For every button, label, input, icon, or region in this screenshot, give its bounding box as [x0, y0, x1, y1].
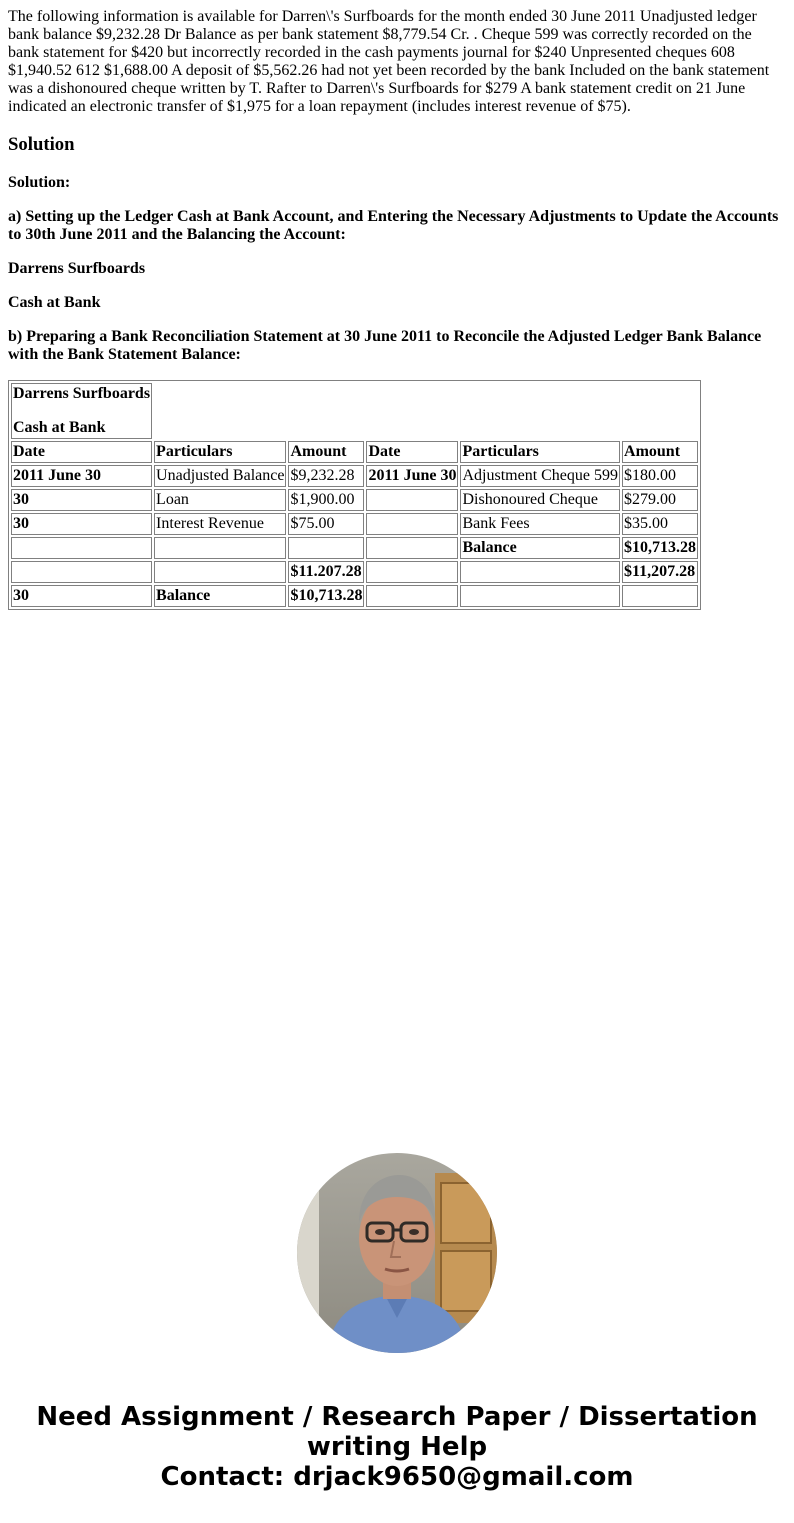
- cell-amount: $10,713.28: [288, 585, 364, 607]
- table-row: [11, 537, 698, 559]
- cell-amount: $11.207.28: [288, 561, 364, 583]
- header-particulars-credit: Particulars: [460, 441, 620, 463]
- header-date-debit: Date: [11, 441, 152, 463]
- cell-amount: $10,713.28: [622, 537, 698, 559]
- part-a-heading: a) Setting up the Ledger Cash at Bank Account, and Entering the Necessary Adjustments to Update the Accounts to 30th June 2011 and the Balancing the Account:: [8, 208, 779, 243]
- cell-amount: [622, 585, 698, 607]
- promo-line-2: writing Help: [306, 1432, 488, 1462]
- cell-amount: $11,207.28: [622, 561, 698, 583]
- cell-amount: $180.00: [622, 465, 698, 487]
- table-header-row: [11, 441, 698, 463]
- table-title-cell: [11, 383, 152, 439]
- solution-label: Solution:: [8, 174, 71, 191]
- cell-particulars: Dishonoured Cheque: [460, 489, 620, 511]
- table-row: [11, 465, 698, 487]
- cell-particulars: Loan: [154, 489, 286, 511]
- table-row: [11, 489, 698, 511]
- question-text: The following information is available for Darren\'s Surfboards for the month ended 30 June 2011 Unadjusted ledger bank balance $9,232.28 Dr Balance as per bank statement $8,779.54 Cr. . Cheque 599 was correctly recorded on the bank statement for $420 but incorrectly recorded in the cash payments journal for $240 Unpresented cheques 608 $1,940.52 612 $1,688.00 A deposit of $5,562.26 had not yet been recorded by the bank Included on the bank statement was a dishonoured cheque written by T. Rafter to Darren\'s Surfboards for $279 A bank statement credit on 21 June indicated an electronic transfer of $1,975 for a loan repayment (includes interest revenue of $75).: [8, 8, 770, 115]
- table-title-account: Cash at Bank: [13, 419, 106, 436]
- table-title-row: [11, 383, 698, 439]
- table-row: [11, 513, 698, 535]
- cell-particulars: Bank Fees: [460, 513, 620, 535]
- header-amount-credit: Amount: [622, 441, 698, 463]
- table-row: [11, 561, 698, 583]
- account-name: Cash at Bank: [8, 294, 101, 311]
- header-date-credit: Date: [366, 441, 458, 463]
- cell-date: [11, 561, 152, 583]
- document-body: [0, 0, 794, 610]
- cell-particulars: Interest Revenue: [154, 513, 286, 535]
- cell-particulars: [460, 561, 620, 583]
- promo-line-1: Need Assignment / Research Paper / Dissertation: [36, 1402, 758, 1432]
- cell-date: 30: [11, 489, 152, 511]
- cell-amount: [288, 537, 364, 559]
- header-amount-debit: Amount: [288, 441, 364, 463]
- cell-particulars: Unadjusted Balance: [154, 465, 286, 487]
- portrait-image: [297, 1153, 497, 1353]
- company-name: Darrens Surfboards: [8, 260, 146, 277]
- cell-date: 30: [11, 513, 152, 535]
- table-row: [11, 585, 698, 607]
- cash-at-bank-ledger-table: [8, 380, 701, 610]
- cell-particulars: [154, 537, 286, 559]
- cell-amount: $75.00: [288, 513, 364, 535]
- avatar: [297, 1153, 497, 1353]
- cell-date: 2011 June 30: [366, 465, 458, 487]
- cell-date: [366, 537, 458, 559]
- cell-date: [11, 537, 152, 559]
- cell-particulars: Balance: [154, 585, 286, 607]
- cell-date: [366, 489, 458, 511]
- cell-date: 2011 June 30: [11, 465, 152, 487]
- cell-amount: $279.00: [622, 489, 698, 511]
- cell-particulars: Balance: [460, 537, 620, 559]
- cell-particulars: Adjustment Cheque 599: [460, 465, 620, 487]
- promo-contact: Contact: drjack9650@gmail.com: [160, 1462, 634, 1492]
- cell-amount: $35.00: [622, 513, 698, 535]
- table-title-company: Darrens Surfboards: [13, 385, 151, 402]
- solution-heading: Solution: [8, 134, 75, 155]
- cell-amount: $1,900.00: [288, 489, 364, 511]
- part-b-heading: b) Preparing a Bank Reconciliation Statement at 30 June 2011 to Reconcile the Adjusted Ledger Bank Balance with the Bank Statement Balance:: [8, 328, 762, 363]
- header-particulars-debit: Particulars: [154, 441, 286, 463]
- cell-date: [366, 513, 458, 535]
- promo-banner: [0, 1402, 794, 1492]
- cell-date: [366, 561, 458, 583]
- cell-particulars: [460, 585, 620, 607]
- cell-amount: $9,232.28: [288, 465, 364, 487]
- cell-particulars: [154, 561, 286, 583]
- cell-date: [366, 585, 458, 607]
- cell-date: 30: [11, 585, 152, 607]
